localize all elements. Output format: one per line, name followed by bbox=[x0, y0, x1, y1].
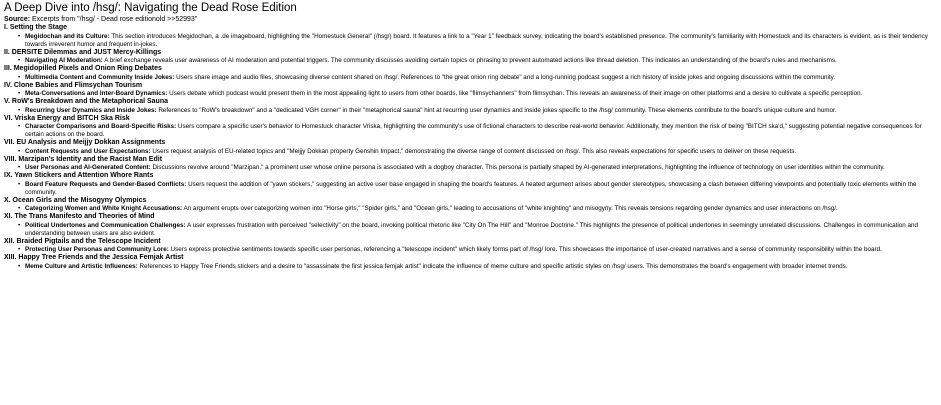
bullet-item bbox=[20, 74, 937, 82]
section-heading: VII. EU Analysis and Meijjy Dokkan Assignments bbox=[4, 139, 166, 146]
section-list bbox=[4, 24, 937, 271]
bullet-item bbox=[20, 263, 937, 271]
section-heading: I. Setting the Stage bbox=[4, 24, 68, 31]
bullet-list bbox=[4, 33, 937, 49]
bullet-list bbox=[4, 263, 937, 271]
bullet-text: Users express protective sentiments towards specific user personas, referencing a "telescope incident" which likely forms part of /hsg/ lore. This showcases the importance of user-created narratives and a sense of community responsibility within the board. bbox=[170, 246, 882, 253]
bullet-item bbox=[20, 148, 937, 156]
bullet-list bbox=[4, 57, 937, 65]
section bbox=[4, 213, 937, 238]
bullet-list bbox=[4, 123, 937, 139]
bullet-list bbox=[4, 181, 937, 197]
bullet-term: Meta-Conversations and Inter-Board Dynamics: bbox=[25, 90, 168, 97]
section-heading: III. Megidopilled Pixels and Onion Ring Debates bbox=[4, 65, 162, 72]
section bbox=[4, 82, 937, 99]
bullet-text: References to Happy Tree Friends stickers and a desire to "assassinate the first jessica femjak artist" indicate the influence of meme culture and specific artistic styles on /hsg/ users. This demonstrates the board's engagement with broader internet trends. bbox=[139, 262, 848, 270]
bullet-list bbox=[4, 148, 937, 156]
section bbox=[4, 49, 937, 66]
bullet-term: Content Requests and User Expectations: bbox=[25, 147, 151, 155]
bullet-text: Users share image and audio files, showcasing diverse content shared on /hsg/. References to "the great onion ring debate" and a long-running podcast suggest a rich history of inside jokes and ongoing discussions within the community. bbox=[176, 73, 836, 81]
section bbox=[4, 115, 937, 140]
section bbox=[4, 172, 937, 197]
section-heading: VI. Vriska Energy and BITCH Ska Risk bbox=[4, 114, 130, 122]
bullet-text: Users debate which podcast would present them in the most appealing light to users from other boards, like "flimsychanners" from flimsychan. This reveals an awareness of their image on other platforms and a desire to cultivate a specific perception. bbox=[169, 90, 863, 97]
bullet-text: References to "RoW's breakdown" and a "dedicated VGH corner" in their "metaphorical sauna" hint at recurring user dynamics and inside jokes specific to the /hsg/ community. These elements contribute to the board's unique culture and humor. bbox=[158, 106, 837, 114]
bullet-item bbox=[20, 107, 937, 115]
bullet-text: Discussions revolve around "Marzipan," a prominent user whose online persona is associated with a dogboy character. This persona is partially shaped by AI-generated interpretations, highlighting the influence of technology on user identities within the community. bbox=[152, 164, 885, 171]
bullet-term: Meme Culture and Artistic Influences: bbox=[25, 262, 138, 270]
section bbox=[4, 65, 937, 82]
bullet-text: Users request analysis of EU-related topics and "Meijjy Dokkan property Genshin Impact," demonstrating the diverse range of content discussed on /hsg/. This also reveals expectations for specific users to deliver on these requests. bbox=[152, 147, 797, 155]
section-heading: VIII. Marzipan's Identity and the Racist Man Edit bbox=[4, 155, 163, 163]
bullet-term: Megidochan and its Culture: bbox=[25, 32, 110, 40]
section bbox=[4, 24, 937, 49]
section-heading: XIII. Happy Tree Friends and the Jessica Femjak Artist bbox=[4, 254, 184, 261]
bullet-text: Users request the addition of "yawn stickers," suggesting an active user base engaged in shaping the board's features. A heated argument arises about gender stereotypes, showcasing a clash between differing viewpoints and potentially toxic elements within the community. bbox=[25, 180, 917, 196]
bullet-list bbox=[4, 246, 937, 254]
bullet-item bbox=[20, 164, 937, 172]
bullet-item bbox=[20, 222, 937, 238]
bullet-term: Character Comparisons and Board-Specific Risks: bbox=[25, 123, 177, 130]
bullet-item bbox=[20, 90, 937, 98]
section-heading: XII. Braided Pigtails and the Telescope Incident bbox=[4, 237, 161, 245]
bullet-term: Protecting User Personas and Community Lore: bbox=[25, 246, 169, 253]
bullet-item bbox=[20, 123, 937, 139]
bullet-text: Users compare a specific user's behavior to Homestuck character Vriska, highlighting the community's use of fictional characters to describe real-world behavior. Additionally, they mention the risk of being "BITCH ska'd," suggesting potential negative consequences for certain actions on the board. bbox=[25, 123, 922, 138]
bullet-term: Board Feature Requests and Gender-Based Conflicts: bbox=[25, 180, 187, 188]
bullet-term: Navigating AI Moderation: bbox=[25, 57, 103, 64]
bullet-list bbox=[4, 90, 937, 98]
bullet-item bbox=[20, 246, 937, 254]
bullet-item bbox=[20, 57, 937, 65]
source-line bbox=[4, 15, 937, 24]
bullet-list bbox=[4, 107, 937, 115]
section-heading: IV. Clone Babies and Flimsychan Tourism bbox=[4, 81, 143, 89]
bullet-list bbox=[4, 164, 937, 172]
bullet-item bbox=[20, 205, 937, 213]
bullet-item bbox=[20, 33, 937, 49]
bullet-term: Multimedia Content and Community Inside Jokes: bbox=[25, 73, 175, 81]
section bbox=[4, 139, 937, 156]
section-heading: XI. The Trans Manifesto and Theories of Mind bbox=[4, 213, 155, 220]
section-heading: V. RoW's Breakdown and the Metaphorical Sauna bbox=[4, 98, 168, 105]
source-label: Source: bbox=[4, 16, 31, 23]
bullet-term: Recurring User Dynamics and Inside Jokes: bbox=[25, 106, 157, 114]
bullet-text: A brief exchange reveals user awareness of AI moderation and potential triggers. The community discusses avoiding certain topics or phrasing to prevent automated actions like thread deletion. This indicates an understanding of the board's rules and mechanisms. bbox=[104, 57, 837, 64]
section-heading: II. DERSITE Dilemmas and JUST Mercy-Killings bbox=[4, 48, 162, 56]
bullet-list bbox=[4, 74, 937, 82]
bullet-text: A user expresses frustration with perceived "selectivity" on the board, invoking political rhetoric like "City On The Hill" and "Monroe Doctrine." This highlights the presence of political undertones in seemingly unrelated discussions. Challenges in communication and understanding between users are also evident. bbox=[25, 221, 919, 237]
bullet-text: An argument erupts over categorizing women into "Horse girls," "Spider girls," and "Ocean girls," leading to accusations of "white knighting" and misogyny. This reveals tensions regarding gender dynamics and user interactions on /hsg/. bbox=[183, 205, 838, 212]
section bbox=[4, 197, 937, 214]
document-title: A Deep Dive into /hsg/: Navigating the Dead Rose Edition bbox=[4, 2, 297, 14]
section bbox=[4, 238, 937, 255]
bullet-list bbox=[4, 222, 937, 238]
bullet-item bbox=[20, 181, 937, 197]
section bbox=[4, 98, 937, 115]
bullet-term: Categorizing Women and White Knight Accusations: bbox=[25, 205, 183, 212]
section-heading: X. Ocean Girls and the Misogyny Olympics bbox=[4, 196, 147, 204]
bullet-term: User Personas and AI-Generated Content: bbox=[25, 164, 151, 171]
section-heading: IX. Yawn Stickers and Attention Whore Rants bbox=[4, 172, 154, 179]
source-text: Excerpts from "/hsg/ - Dead rose editionold >>52993" bbox=[32, 16, 198, 23]
bullet-term: Political Undertones and Communication Challenges: bbox=[25, 221, 186, 229]
bullet-list bbox=[4, 205, 937, 213]
section bbox=[4, 254, 937, 271]
bullet-text: This section introduces Megidochan, a .de imageboard, highlighting the "Homestuck General" (/hsg/) board. It features a link to a "Year 1" feedback survey, indicating the board's established presence. The community's familiarity with Homestuck and its characters is evident, as is their tendency towards irreverent humor and frequent in-jokes. bbox=[25, 32, 928, 48]
section bbox=[4, 156, 937, 173]
